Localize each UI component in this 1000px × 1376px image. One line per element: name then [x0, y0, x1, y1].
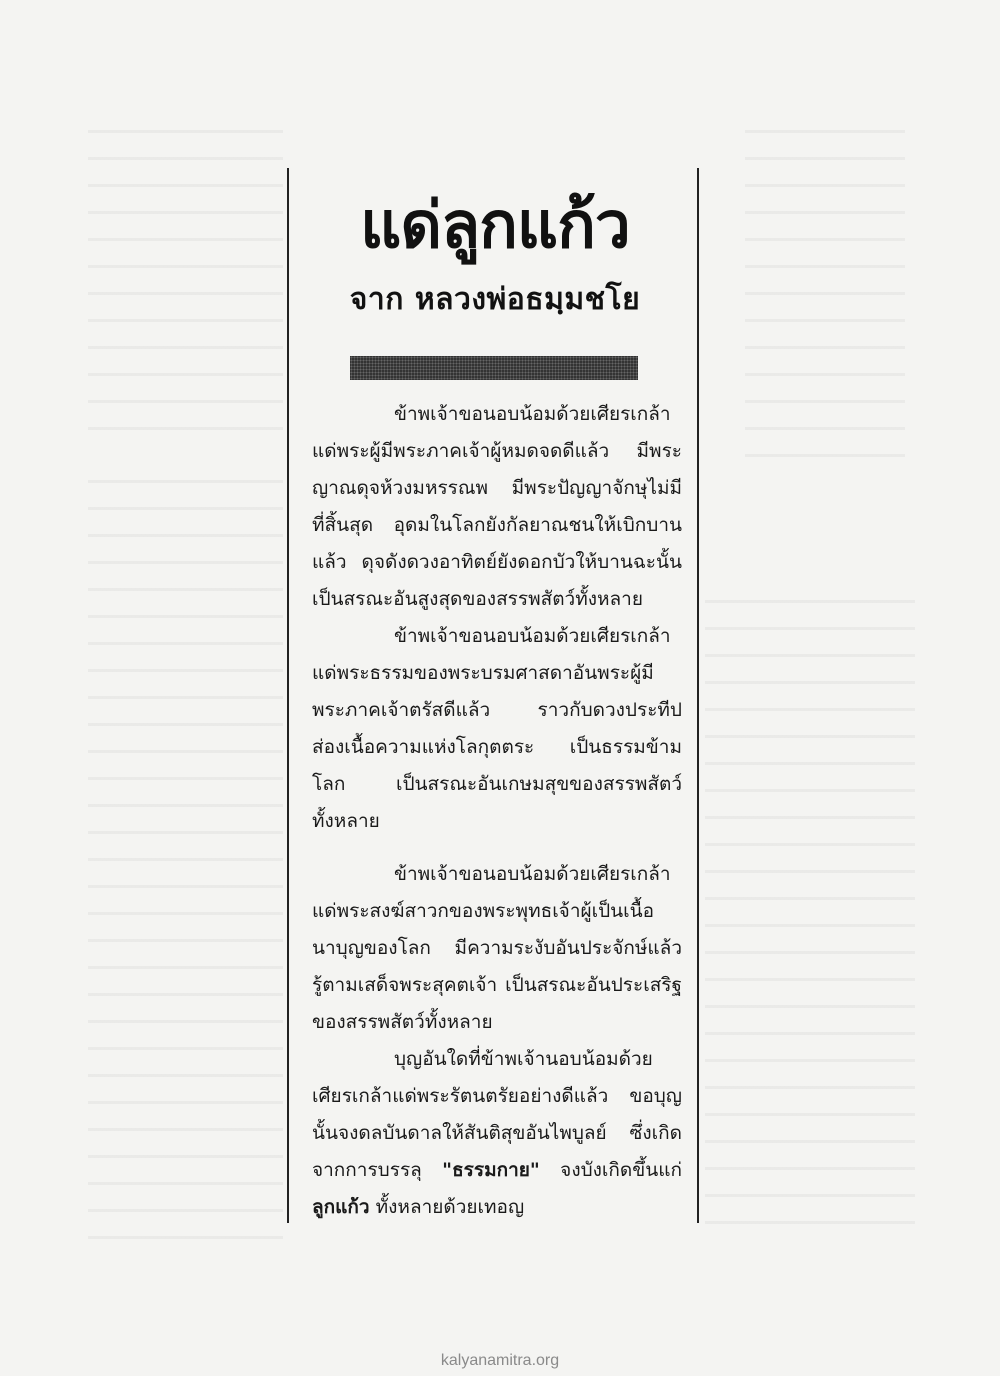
text-line: ข้าพเจ้าขอนอบน้อมด้วยเศียรเกล้า — [394, 625, 671, 647]
text-fragment: จงบังเกิดขึ้นแก่ — [539, 1159, 682, 1181]
text-line: ทั้งหลาย — [312, 810, 380, 832]
text-line: นั้นจงดลบันดาลให้สันติสุขอันไพบูลย์ ซึ่งเกิด — [312, 1122, 682, 1144]
decorative-bar — [350, 356, 638, 380]
text-line: พระภาคเจ้าตรัสดีแล้ว ราวกับดวงประทีป — [312, 699, 682, 721]
article-subtitle: จาก หลวงพ่อธมฺมชโย — [349, 282, 641, 317]
text-line: รู้ตามเสด็จพระสุคตเจ้า เป็นสรณะอันประเสริฐ — [312, 974, 682, 996]
text-line: ที่สิ้นสุด อุดมในโลกยังกัลยาณชนให้เบิกบาน — [312, 514, 682, 536]
text-line: ส่องเนื้อความแห่งโลกุตตระ เป็นธรรมข้าม — [312, 736, 682, 758]
text-fragment: จากการบรรลุ — [312, 1159, 443, 1181]
text-line — [312, 1152, 682, 1189]
bleed-through-text — [88, 130, 283, 450]
text-line: ข้าพเจ้าขอนอบน้อมด้วยเศียรเกล้า — [394, 863, 671, 885]
text-line: บุญอันใดที่ข้าพเจ้านอบน้อมด้วย — [394, 1048, 653, 1070]
text-line: แด่พระผู้มีพระภาคเจ้าผู้หมดจดดีแล้ว มีพระ — [312, 440, 682, 462]
text-line: ของสรรพสัตว์ทั้งหลาย — [312, 1011, 493, 1033]
bleed-through-text — [705, 600, 915, 1240]
paragraph-buddha — [312, 396, 682, 618]
text-line: แด่พระธรรมของพระบรมศาสดาอันพระผู้มี — [312, 662, 654, 684]
article-body — [312, 396, 682, 1226]
text-fragment: ทั้งหลายด้วยเทอญ — [369, 1196, 525, 1218]
column-rule-left — [287, 168, 289, 1223]
article-title: แด่ลูกแก้ว — [360, 189, 630, 263]
paragraph-sangha — [312, 856, 682, 1041]
text-line: เป็นสรณะอันสูงสุดของสรรพสัตว์ทั้งหลาย — [312, 588, 643, 610]
lukkaew-term: ลูกแก้ว — [312, 1196, 370, 1218]
text-line: นาบุญของโลก มีความระงับอันประจักษ์แล้ว — [312, 937, 682, 959]
text-line: ญาณดุจห้วงมหรรณพ มีพระปัญญาจักษุไม่มี — [312, 477, 682, 499]
footer-watermark: kalyanamitra.org — [440, 1352, 560, 1369]
paragraph-dhamma — [312, 618, 682, 840]
text-line: ข้าพเจ้าขอนอบน้อมด้วยเศียรเกล้า — [394, 403, 671, 425]
text-line: แล้ว ดุจดังดวงอาทิตย์ยังดอกบัวให้บานฉะนั้น — [312, 551, 682, 573]
text-line: โลก เป็นสรณะอันเกษมสุขของสรรพสัตว์ — [312, 773, 682, 795]
dhammakaya-term: "ธรรมกาย" — [442, 1159, 540, 1181]
text-line — [312, 1189, 682, 1226]
text-line: แด่พระสงฆ์สาวกของพระพุทธเจ้าผู้เป็นเนื้อ — [312, 900, 655, 922]
text-line: เศียรเกล้าแด่พระรัตนตรัยอย่างดีแล้ว ขอบุญ — [312, 1085, 682, 1107]
bleed-through-text — [745, 130, 905, 460]
column-rule-right — [697, 168, 699, 1223]
paragraph-dedication — [312, 1041, 682, 1226]
bleed-through-text — [88, 480, 283, 1240]
